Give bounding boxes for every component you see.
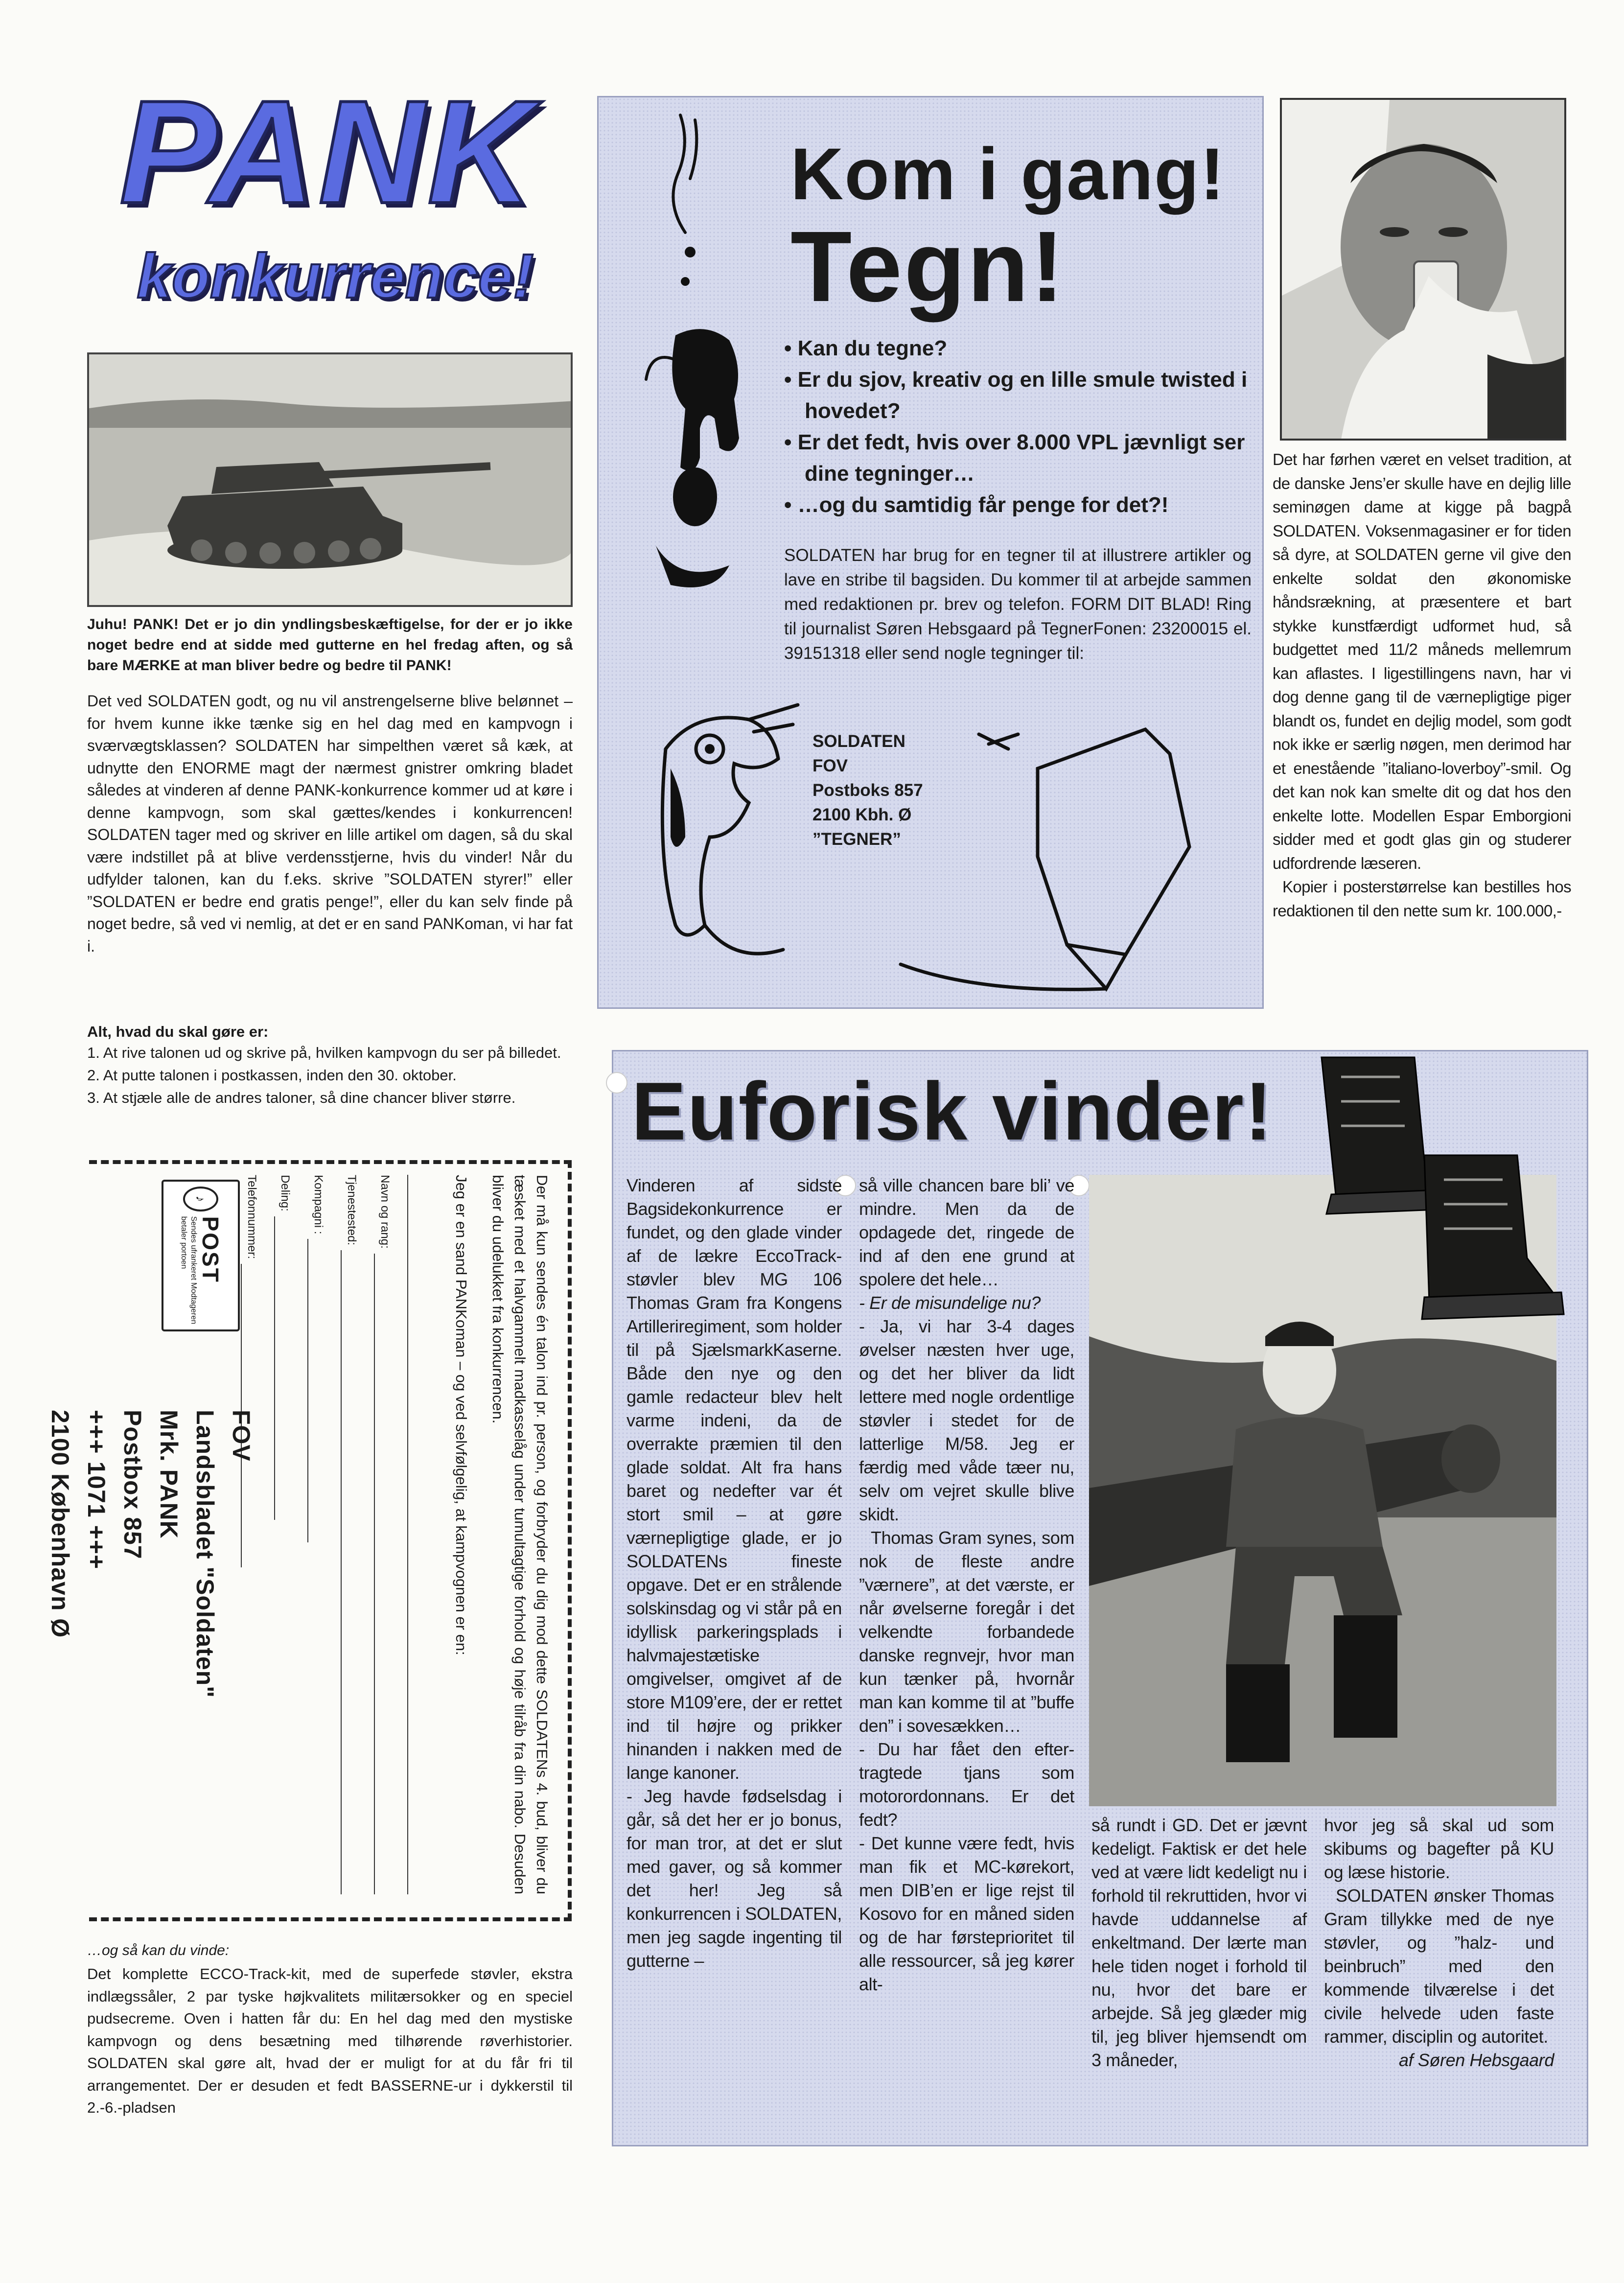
coupon-claim: Jeg er en sand PANKoman – og ved selvfølgelig, at kampvognen er en:	[453, 1175, 470, 1655]
kom-bullets	[784, 333, 1259, 521]
winner-column-3: så rundt i GD. Det er jævnt kedeligt. Faktisk er det hele ved at være lidt kedeligt nu i forhold til rekruttiden, hvor vi havde uddannelse af enkeltmand. Der lærte man hele tiden noget i forhold til nu, hvor det bare er arbejde. Så jeg glæder mig til, jeg bliver hjemsendt om 3 måneder,	[1091, 1815, 1307, 2070]
byline: af Søren Hebsgaard	[1399, 2050, 1554, 2070]
coupon-station-field[interactable]: Tjenestested:	[341, 1175, 374, 1894]
pank-body: Det ved SOLDATEN godt, og nu vil anstrengelserne blive belønnet – for hvem kunne ikke tænke sig en hel dag med en kampvogn i sværvægtsklassen? SOLDATEN har simpelthen været så kæk, at udnytte den ENORME magt der nærmest gnistrer omkring bladet således at vinderen af denne PANK-konkurrence kommer ud at køre i denne kampvogn, som skal gættes/kendes i konkurrencen! SOLDATEN tager med og skriver en lille artikel om dagen, så du skal være indstillet på at blive verdensstjerne, hvis du vinder! Når du udfylder talonen, kan du f.eks. skrive ”SOLDATEN styrer!” eller ”SOLDATEN er bedre end gratis penge!”, eller du kan selv finde på noget bedre, så ved vi nemlig, at det er en sand PANKoman, vi har fat i.	[87, 692, 573, 955]
pank-title: PANK	[119, 70, 536, 234]
kom-bullet: • Kan du tegne?	[784, 333, 1259, 364]
portrait-illustration	[1282, 100, 1566, 441]
howto-title: Alt, hvad du skal gøre er:	[87, 1023, 269, 1040]
post-stamp: ♪ POST Sendes ufrankeret Modtageren betaler portoen	[162, 1180, 240, 1331]
tank-illustration	[89, 354, 573, 607]
coupon-answer-field[interactable]	[407, 1175, 441, 1894]
coupon-phone-field[interactable]: Telefonnummer:	[241, 1175, 274, 1894]
falling-figure-cartoon	[617, 105, 793, 595]
pencil-cartoon	[636, 651, 1238, 1003]
winner-column-4: hvor jeg så skal ud som skibums og bagefter på KU og læse historie. SOLDATEN ønsker Thomas Gram tillykke med de nye støvler, og ”halz- und beinbruch” med den kommende tilværelse i det civile helvede uden faste rammer, disciplin og autoritet. af Søren Hebsgaard	[1324, 1814, 1554, 2072]
kom-address: SOLDATEN FOV Postboks 857 2100 Kbh. Ø ”TEGNER”	[812, 732, 923, 849]
coupon-address: FOV Landsbladet "Soldaten" Mrk. PANK Postbox 857 +++ 1071 +++ 2100 København Ø	[46, 1410, 255, 1698]
coupon-company-field[interactable]: Kompagni :	[307, 1175, 341, 1894]
model-portrait-photo	[1280, 98, 1566, 441]
model-article-body: Det har førhen været en velset tradition, at de danske Jens’er skulle have en dejlig lille seminøgen dame at kigge på bagpå SOLDATEN. Voksenmagasiner er for tiden så dyre, at SOLDATEN gerne vil give den enkelte soldat den økonomiske håndsrækning, at præsentere et bart stykke kunstfærdigt udformet hud, så budgettet med 11/2 måneds mellemrum kan aflastes. I ligestillingens navn, har vi dog denne gang til de værnepligtige piger blandt os, fundet en dejlig model, som godt nok ikke er særlig nøgen, men derimod har et enestående ”italiano-loverboy”-smil. Og det kan nok kan smelte dit og dat hos den enkelte lotte. Modellen Espar Emborgioni sidder med et godt glas gin og studerer udfordrende læseren. Kopier i posterstørrelse kan bestilles hos redaktionen til den nette sum kr. 100.000,-	[1273, 450, 1571, 920]
coupon-rules: Der må kun sendes én talon ind pr. person, og forbryder du dig mod dette SOLDATENs 4. bud, bliver du tæsket med et halvgammelt madkasselåg under tumultagtige forhold og høje tilråb fra din nabo. Desuden bliver du udelukket fra konkurrencen.	[489, 1175, 551, 1894]
kom-bullet: • Er du sjov, kreativ og en lille smule twisted i hovedet?	[784, 364, 1259, 427]
tegn-title: Tegn!	[790, 210, 1066, 323]
coupon[interactable]	[46, 1175, 553, 1894]
pank-lead: Juhu! PANK! Det er jo din yndlingsbeskæftigelse, for der er jo ikke noget bedre end at sidde med gutterne en hel fredag aften, og så bare MÆRKE at man bliver bedre og bedre til PANK!	[87, 616, 573, 674]
kom-bullet: • …og du samtidig får penge for det?!	[784, 489, 1259, 521]
prize-body: Det komplette ECCO-Track-kit, med de superfede støvler, ekstra indlægssåler, 2 par tyske højkvalitets militærsokker og en speciel pudsecreme. Oven i hatten får du: En hel dag med den mystiske kampvogn og dens besætning med tilhørende røverhistorier. SOLDATEN skal gøre alt, hvad der er muligt for at du får fri til arrangementet. Der er desuden et fedt BASSERNE-ur i dykkerstil til 2.-6.-pladsen	[87, 1965, 573, 2116]
kom-body: SOLDATEN har brug for en tegner til at illustrere artikler og lave en stribe til bagsiden. Du kommer til at arbejde sammen med redaktionen pr. brev og telefon. FORM DIT BLAD! Ring til journalist Søren Hebsgaard på TegnerFonen: 23200015 el. 39151318 eller send nogle tegninger til:	[784, 546, 1252, 663]
pank-subtitle: konkurrence!	[137, 241, 534, 311]
kom-title: Kom i gang!	[790, 133, 1226, 215]
coupon-name-field[interactable]: Navn og rang:	[374, 1175, 407, 1894]
post-horn-icon: ♪	[183, 1187, 218, 1211]
prize-title: …og så kan du vinde:	[87, 1942, 230, 1958]
winner-column-1: Vinderen af sidste Bagsidekonkurrence er fundet, og den glade vinder af de lækre EccoTrack-støvler blev MG 106 Thomas Gram fra Kongens Artilleriregiment, som holder til på SjælsmarkKaserne. Både den nye og den gamle redacteur blev helt varme indeni, da de overrakte præmien til den glade soldat. Alt fra hans baret og nedefter var ét stort smil – at gøre værnepligtige glade, er jo SOLDATENs fineste opgave. Det er en strålende solskinsdag og vi står på en idyllisk parkeringsplads i halvmajestætiske omgivelser, omgivet af de store M109’ere, der er rettet ind til højre og prikker hinanden i nakken med de lange kanoner. - Jeg havde fødselsdag i går, så det her er jo bonus, for man tror, at det er slut med gaver, og så kommer det her! Jeg så konkurrencen i SOLDATEN, men jeg sagde ingenting til gutterne –	[626, 1175, 842, 1971]
howto-list	[87, 1042, 573, 1109]
kom-bullet: • Er det fedt, hvis over 8.000 VPL jævnligt ser dine tegninger…	[784, 427, 1259, 489]
winner-headline: Euforisk vinder!	[631, 1065, 1273, 1157]
howto-step: 2. At putte talonen i postkassen, inden den 30. oktober.	[87, 1067, 457, 1084]
winner-column-2: så ville chancen bare bli’ ve mindre. Men da de opdagede det, ringede de ind af den ene grund at spolere det hele… - Er de misundelige nu? - Ja, vi har 3-4 dages øvelser næsten hver uge, og det her bliver da lidt lettere med nogle ordentlige støvler i stedet for de latterlige M/58. Jeg er færdig med våde tæer nu, selv om vejret skulle blive skidt. Thomas Gram synes, som nok de fleste andre ”værnere”, at det værste, er når øvelserne foregår i det velkendte forbandede danske regnvejr, hvor man kun tænker på, hvornår man kan komme til at ”buffe den” i sovesækken… - Du har fået den efter-tragtede tjans som motorordonnans. Er det fedt? - Det kunne være fedt, hvis man fik et MC-kørekort, men DIB’en er lige rejst til Kosovo for en måned siden og de har førsteprioritet til alle ressourcer, så jeg kører alt-	[859, 1175, 1074, 1994]
tank-photo	[87, 352, 573, 607]
ecco-boots-illustration	[1302, 1048, 1566, 1322]
howto-step: 1. At rive talonen ud og skrive på, hvilken kampvogn du ser på billedet.	[87, 1044, 561, 1061]
coupon-platoon-field[interactable]: Deling:	[274, 1175, 307, 1894]
howto-step: 3. At stjæle alle de andres taloner, så dine chancer bliver større.	[87, 1089, 516, 1106]
punch-hole	[606, 1072, 627, 1094]
